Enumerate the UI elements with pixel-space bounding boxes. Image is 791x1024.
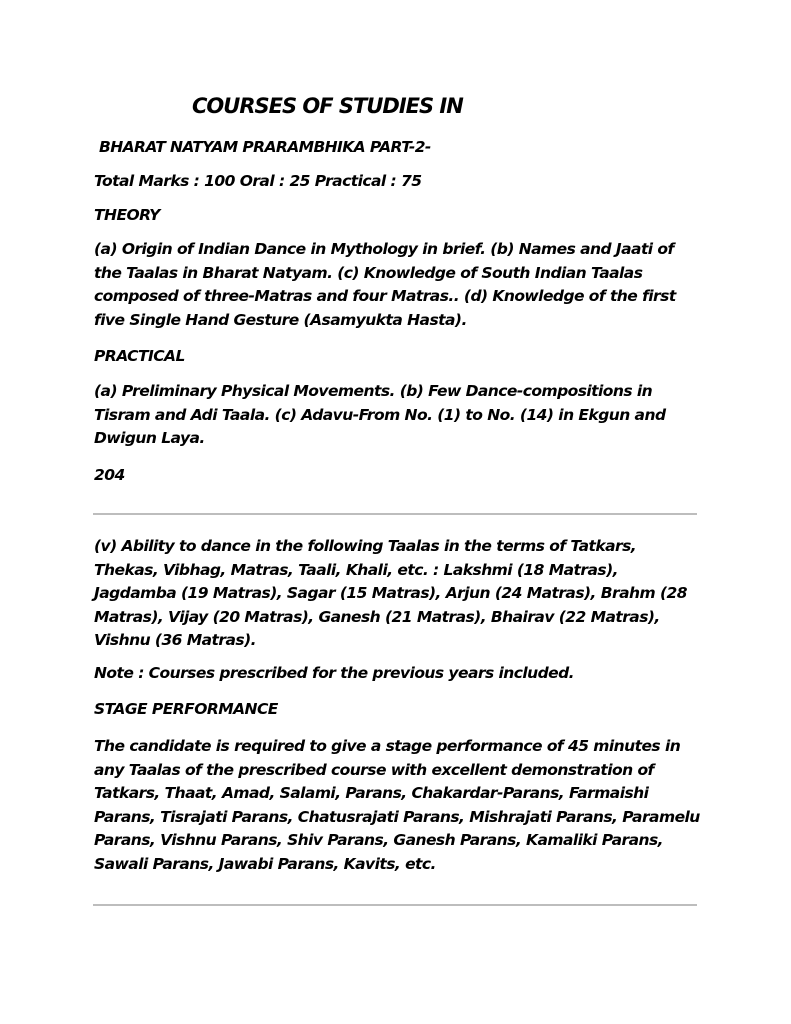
bottom-divider [93, 904, 697, 906]
ability-paragraph: (v) Ability to dance in the following Taalas in the terms of Tatkars, Thekas, Vibhag, Matras, Taali, Khali, etc. : Lakshmi (18 Matras), Jagdamba (19 Matras), Sagar (15 Matras), Arjun (24 Matras), Brahm (28 Matras), Vijay (20 Matras), Ganesh (21 Matras), Bhairav (22 Matras), Vishnu (36 Matras). [94, 537, 687, 649]
stage-performance-paragraph: The candidate is required to give a stage performance of 45 minutes in any Taalas of the prescribed course with excellent demonstration of Tatkars, Thaat, Amad, Salami, Parans, Chakardar-Parans, Farmaishi Parans, Tisrajati Parans, Chatusrajati Parans, Mishrajati Parans, Paramelu Parans, Vishnu Parans, Shiv Parans, Ganesh Parans, Kamaliki Parans, Sawali Parans, Jawabi Parans, Kavits, etc. [94, 737, 700, 873]
theory-paragraph: (a) Origin of Indian Dance in Mythology in brief. (b) Names and Jaati of the Taalas in Bharat Natyam. (c) Knowledge of South Indian Taalas composed of three-Matras and four Matras.. (d) Knowledge of the first five Single Hand Gesture (Asamyukta Hasta). [94, 240, 676, 329]
practical-paragraph: (a) Preliminary Physical Movements. (b) Few Dance-compositions in Tisram and Adi Taala. (c) Adavu-From No. (1) to No. (14) in Ekgun and Dwigun Laya. [94, 382, 666, 447]
page-divider [93, 513, 697, 515]
page-number: 204 [94, 466, 125, 484]
page-title: COURSES OF STUDIES IN [192, 94, 463, 118]
marks-line: Total Marks : 100 Oral : 25 Practical : 75 [94, 172, 422, 190]
theory-heading: THEORY [94, 206, 160, 224]
practical-heading: PRACTICAL [94, 347, 185, 365]
note-line: Note : Courses prescribed for the previous years included. [94, 664, 574, 682]
stage-performance-heading: STAGE PERFORMANCE [94, 700, 278, 718]
course-subtitle: BHARAT NATYAM PRARAMBHIKA PART-2- [99, 138, 431, 156]
